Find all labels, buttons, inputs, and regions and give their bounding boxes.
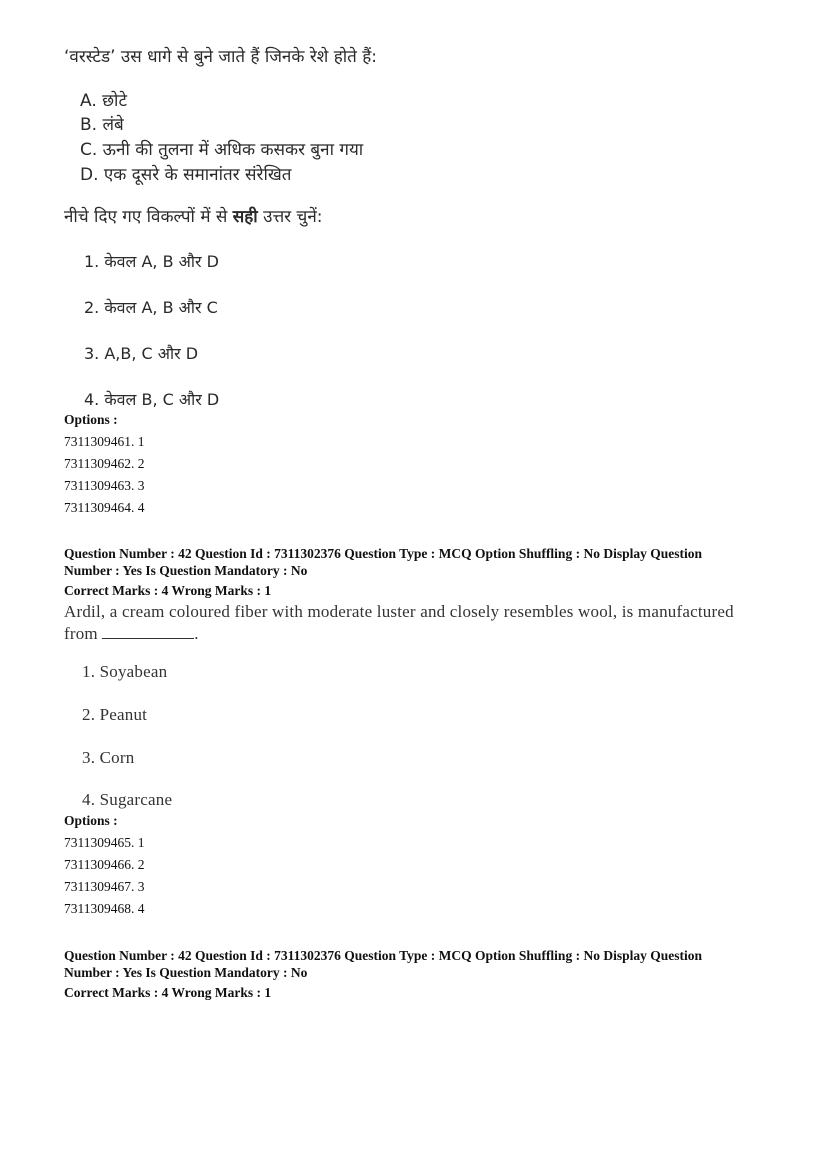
choice-3: 3. Corn (82, 748, 135, 767)
marks-line: Correct Marks : 4 Wrong Marks : 1 (64, 985, 272, 1000)
statement-d: D. एक दूसरे के समानांतर संरेखित (80, 165, 292, 185)
option-id: 7311309465. 1 (64, 835, 145, 850)
option-id: 7311309466. 2 (64, 857, 145, 872)
choice-1: 1. Soyabean (82, 662, 168, 681)
statement-c: C. ऊनी की तुलना में अधिक कसकर बुना गया (80, 140, 364, 160)
instruction-text (64, 204, 323, 227)
question-text-post: . (194, 624, 199, 643)
choice-1: 1. केवल A, B और D (84, 252, 219, 271)
options-label: Options : (64, 412, 118, 427)
options-label: Options : (64, 813, 118, 828)
choice-3: 3. A,B, C और D (84, 344, 199, 363)
question-meta-line1: Question Number : 42 Question Id : 7311302376 Question Type : MCQ Option Shuffling : No Display Question (64, 546, 702, 561)
question-text-line2 (64, 624, 199, 644)
question-text-hindi: ‘वरस्टेड’ उस धागे से बुने जाते हैं जिनके रेशे होते हैं: (64, 47, 378, 67)
question-text-pre: from (64, 624, 103, 643)
choice-4: 4. केवल B, C और D (84, 390, 220, 409)
option-id: 7311309467. 3 (64, 879, 145, 894)
statement-a: A. छोटे (80, 91, 128, 111)
instruction-bold: सही (232, 207, 258, 227)
option-id: 7311309461. 1 (64, 434, 145, 449)
marks-line: Correct Marks : 4 Wrong Marks : 1 (64, 583, 272, 598)
choice-2: 2. केवल A, B और C (84, 298, 218, 317)
question-meta-line2: Number : Yes Is Question Mandatory : No (64, 965, 308, 980)
option-id: 7311309468. 4 (64, 901, 145, 916)
instruction-pre: नीचे दिए गए विकल्पों में से (64, 207, 233, 227)
question-meta-line1: Question Number : 42 Question Id : 7311302376 Question Type : MCQ Option Shuffling : No Display Question (64, 948, 702, 963)
question-meta-line2: Number : Yes Is Question Mandatory : No (64, 563, 308, 578)
choice-4: 4. Sugarcane (82, 790, 173, 809)
option-id: 7311309464. 4 (64, 500, 145, 515)
answer-blank (102, 626, 194, 639)
instruction-post: उत्तर चुनें: (257, 207, 323, 227)
question-text-line1: Ardil, a cream coloured fiber with moderate luster and closely resembles wool, is manufactured (64, 602, 734, 621)
statement-b: B. लंबे (80, 115, 124, 135)
choice-2: 2. Peanut (82, 705, 148, 724)
option-id: 7311309463. 3 (64, 478, 145, 493)
option-id: 7311309462. 2 (64, 456, 145, 471)
